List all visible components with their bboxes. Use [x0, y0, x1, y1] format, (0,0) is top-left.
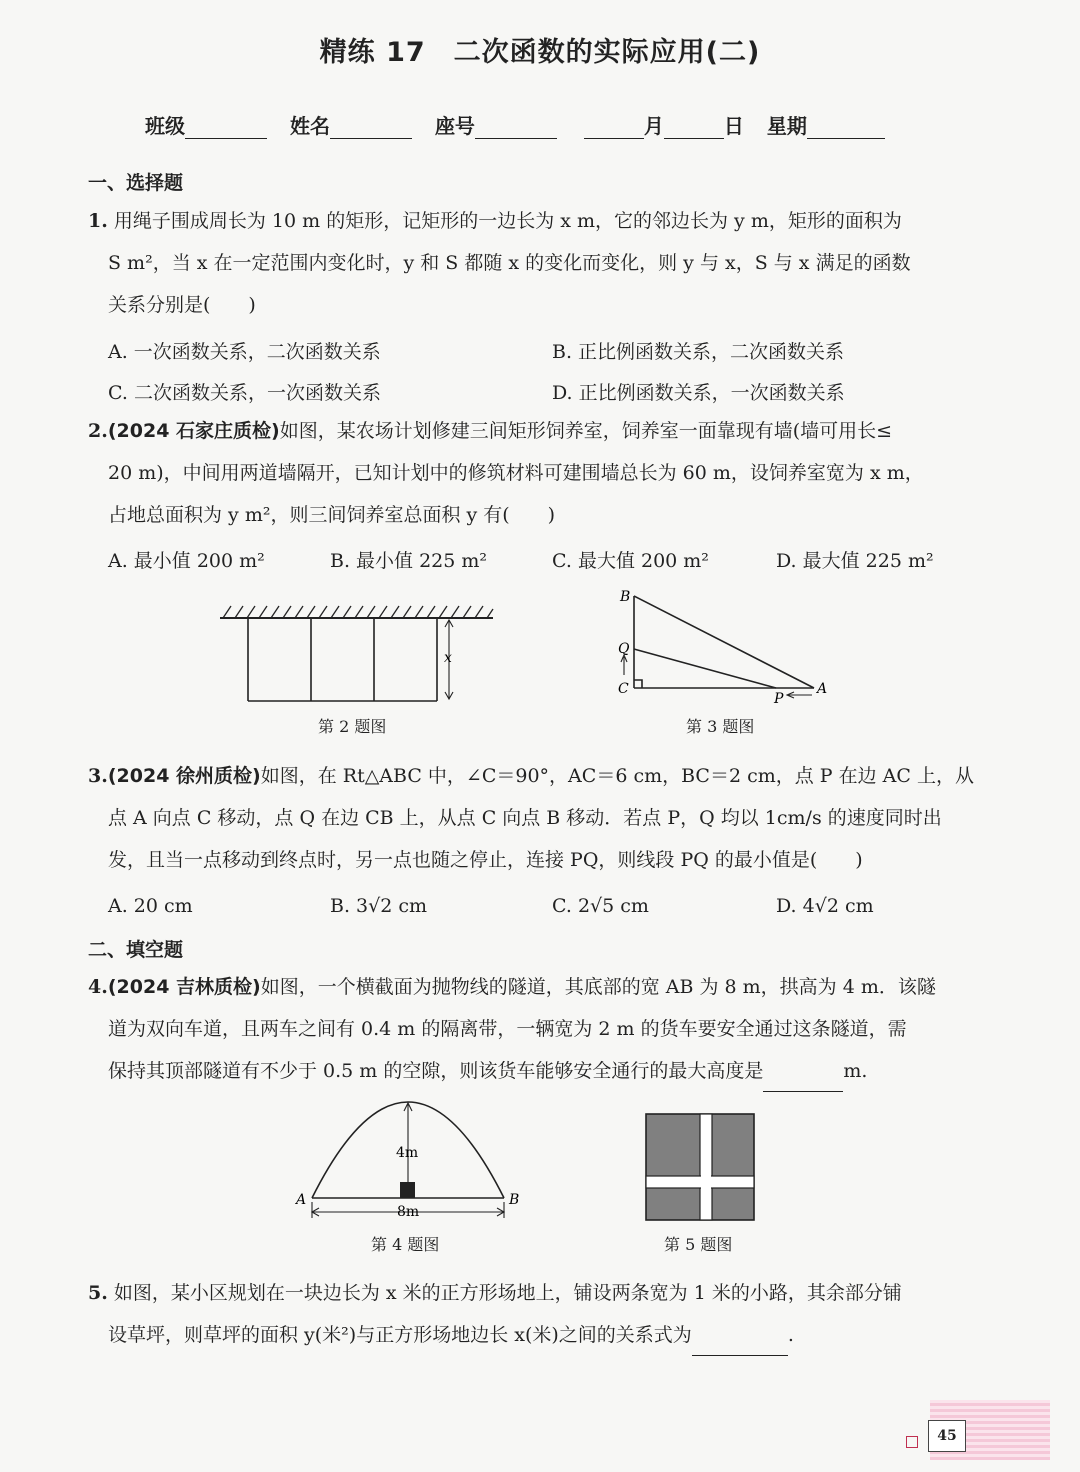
fig3-label-a: A: [817, 681, 828, 697]
q5-line1: 如图，某小区规划在一块边长为 x 米的正方形场地上，铺设两条宽为 1 米的小路，其余部分铺: [113, 1282, 902, 1304]
q3-option-a[interactable]: A. 20 cm: [108, 895, 193, 917]
weekday-field[interactable]: [807, 116, 885, 139]
fig2-label-x: x: [444, 650, 452, 666]
q4-source: (2024 吉林质检): [107, 976, 261, 998]
fig3-label-b: B: [620, 589, 631, 605]
fig4-caption: 第 4 题图: [371, 1235, 440, 1254]
q2-source: (2024 石家庄质检): [107, 420, 280, 442]
question-2: [88, 410, 924, 536]
section-fill-heading: 二、填空题: [88, 939, 184, 961]
section-choice-heading: 一、选择题: [88, 172, 184, 194]
question-5: [88, 1272, 902, 1356]
question-1: [88, 200, 911, 326]
q2-option-c[interactable]: C. 最大值 200 m²: [552, 550, 709, 572]
q4-answer-blank[interactable]: [763, 1073, 843, 1092]
seat-label: 座号: [434, 114, 475, 138]
q5-number: 5.: [88, 1282, 108, 1304]
fig2-caption: 第 2 题图: [318, 717, 387, 736]
fig3-label-c: C: [618, 681, 629, 697]
name-field[interactable]: [330, 116, 412, 139]
q3-line2: 点 A 向点 C 移动，点 Q 在边 CB 上，从点 C 向点 B 移动．若点 P，Q 均以 1cm/s 的速度同时出: [108, 807, 942, 829]
fig4-height-arrow: [404, 1103, 412, 1182]
q5-period: .: [787, 1324, 794, 1346]
q2-line3: 占地总面积为 y m²，则三间饲养室总面积 y 有( ): [108, 504, 556, 526]
question-3: [88, 755, 974, 881]
class-field[interactable]: [185, 116, 267, 139]
q2-line1: 如图，某农场计划修建三间矩形饲养室，饲养室一面靠现有墙(墙可用长≤: [279, 420, 893, 442]
q3-option-b[interactable]: B. 3√2 cm: [330, 895, 428, 917]
q4-unit: m.: [843, 1060, 868, 1082]
q1-option-c[interactable]: C. 二次函数关系，一次函数关系: [108, 382, 381, 404]
page-number: 45: [928, 1420, 966, 1452]
q1-option-a[interactable]: A. 一次函数关系，二次函数关系: [108, 341, 381, 363]
q2-option-b[interactable]: B. 最小值 225 m²: [330, 550, 488, 572]
month-label: 月: [643, 114, 664, 138]
fig3-triangle: [634, 596, 814, 688]
q5-answer-blank[interactable]: [692, 1337, 788, 1356]
figure-5: [644, 1112, 758, 1224]
q5-line2: 设草坪，则草坪的面积 y(米²)与正方形场地边长 x(米)之间的关系式为: [108, 1324, 692, 1346]
fig5-vertical-path: [700, 1114, 712, 1220]
q2-option-d[interactable]: D. 最大值 225 m²: [776, 550, 934, 572]
q2-number: 2.: [88, 420, 108, 442]
fig5-caption: 第 5 题图: [664, 1235, 733, 1254]
q1-line1: 用绳子围成周长为 10 m 的矩形，记矩形的一边长为 x m，它的邻边长为 y m，矩形的面积为: [113, 210, 902, 232]
fig3-label-p: P: [774, 691, 784, 707]
fig3-label-q: Q: [618, 641, 630, 657]
fig4-truck-block: [400, 1182, 415, 1198]
question-4: [88, 966, 936, 1092]
day-field[interactable]: [664, 116, 724, 139]
class-label: 班级: [145, 114, 185, 138]
fig4-width-label: 8m: [397, 1204, 420, 1220]
q1-number: 1.: [88, 210, 108, 232]
q1-line3: 关系分别是( ): [108, 294, 256, 316]
corner-square-icon: [906, 1436, 918, 1448]
q1-line2: S m²，当 x 在一定范围内变化时，y 和 S 都随 x 的变化而变化，则 y 与 x，S 与 x 满足的函数: [108, 252, 911, 274]
q4-line2: 道为双向车道，且两车之间有 0.4 m 的隔离带，一辆宽为 2 m 的货车要安全通过这条隧道，需: [108, 1018, 907, 1040]
figure-4: [292, 1092, 528, 1222]
fig5-path-crossing: [701, 1175, 711, 1189]
figure-2: [215, 598, 495, 708]
q3-option-c[interactable]: C. 2√5 cm: [552, 895, 649, 917]
day-label: 日: [723, 114, 744, 138]
fig5-horizontal-path: [646, 1176, 754, 1188]
q3-source: (2024 徐州质检): [107, 765, 261, 787]
q4-line3: 保持其顶部隧道有不少于 0.5 m 的空隙，则该货车能够安全通行的最大高度是: [108, 1060, 764, 1082]
q3-option-d[interactable]: D. 4√2 cm: [776, 895, 874, 917]
q4-number: 4.: [88, 976, 108, 998]
fig4-label-a: A: [296, 1192, 307, 1208]
q1-option-d[interactable]: D. 正比例函数关系，一次函数关系: [552, 382, 845, 404]
fig2-rooms: [248, 618, 437, 701]
q2-option-a[interactable]: A. 最小值 200 m²: [108, 550, 265, 572]
header-row: [145, 110, 885, 139]
name-label: 姓名: [289, 114, 330, 138]
q4-line1: 如图，一个横截面为抛物线的隧道，其底部的宽 AB 为 8 m，拱高为 4 m．该隧: [260, 976, 936, 998]
seat-field[interactable]: [475, 116, 557, 139]
fig4-label-b: B: [509, 1192, 520, 1208]
q3-line1: 如图，在 Rt△ABC 中，∠C＝90°，AC＝6 cm，BC＝2 cm，点 P 在边 AC 上，从: [260, 765, 974, 787]
q3-line3: 发，且当一点移动到终点时，另一点也随之停止，连接 PQ，则线段 PQ 的最小值是( ): [108, 849, 863, 871]
page-title: 精练 17 二次函数的实际应用(二): [319, 37, 761, 68]
q1-option-b[interactable]: B. 正比例函数关系，二次函数关系: [552, 341, 845, 363]
q3-number: 3.: [88, 765, 108, 787]
fig2-wall-hatching: [223, 606, 493, 618]
weekday-label: 星期: [766, 114, 807, 138]
fig3-caption: 第 3 题图: [686, 717, 755, 736]
figure-3: [612, 585, 837, 710]
fig4-height-label: 4m: [396, 1145, 419, 1161]
month-field[interactable]: [584, 116, 644, 139]
q2-line2: 20 m)，中间用两道墙隔开，已知计划中的修筑材料可建围墙总长为 60 m，设饲养室宽为 x m，: [108, 462, 924, 484]
